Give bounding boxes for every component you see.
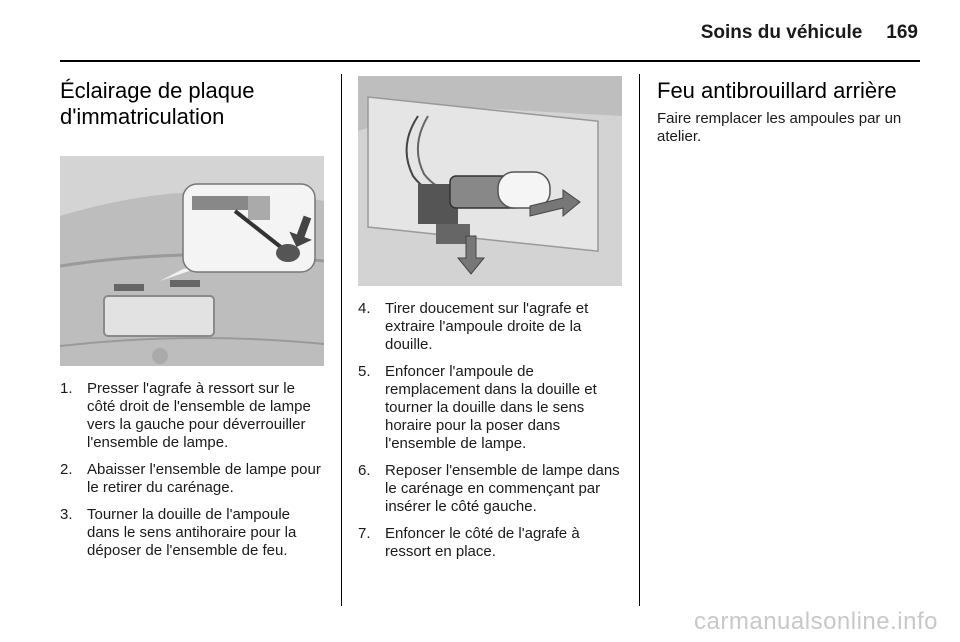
right-body-text: Faire remplacer les ampoules par un atelier. [657, 110, 902, 145]
page-number: 169 [886, 22, 918, 43]
column-divider-2 [639, 74, 640, 606]
steps-list-left [60, 380, 325, 560]
header-rule [60, 60, 920, 62]
license-lamp-illustration [60, 156, 324, 366]
section-title: Soins du véhicule [700, 22, 863, 43]
bulb-socket-illustration [358, 76, 622, 286]
list-item: 2. Abaisser l'ensemble de lampe pour le retirer du carénage. [60, 461, 321, 496]
left-column [60, 78, 325, 569]
list-item: 3. Tourner la douille de l'ampoule dans le sens antihoraire pour la déposer de l'ensemble de feu. [60, 506, 297, 559]
steps-list-middle [358, 300, 623, 561]
list-item: 1. Presser l'agrafe à ressort sur le côté droit de l'ensemble de lampe vers la gauche pour déverrouiller l'ensemble de lampe. [60, 380, 311, 451]
list-item: 6. Reposer l'ensemble de lampe dans le carénage en commençant par insérer le côté gauche. [358, 462, 620, 515]
left-heading: Éclairage de plaque d'immatriculation [60, 78, 255, 129]
list-item: 5. Enfoncer l'ampoule de remplacement dans la douille et tourner la douille dans le sens horaire pour la poser dans l'ensemble de lampe. [358, 363, 597, 452]
list-item: 7. Enfoncer le côté de l'agrafe à ressort en place. [358, 525, 580, 560]
middle-column [358, 76, 623, 570]
column-divider-1 [341, 74, 342, 606]
right-column [657, 78, 922, 146]
page-header [701, 22, 918, 44]
list-item: 4. Tirer doucement sur l'agrafe et extraire l'ampoule droite de la douille. [358, 300, 589, 353]
right-heading: Feu antibrouillard arrière [657, 78, 897, 103]
watermark: carmanualsonline.info [694, 608, 938, 635]
